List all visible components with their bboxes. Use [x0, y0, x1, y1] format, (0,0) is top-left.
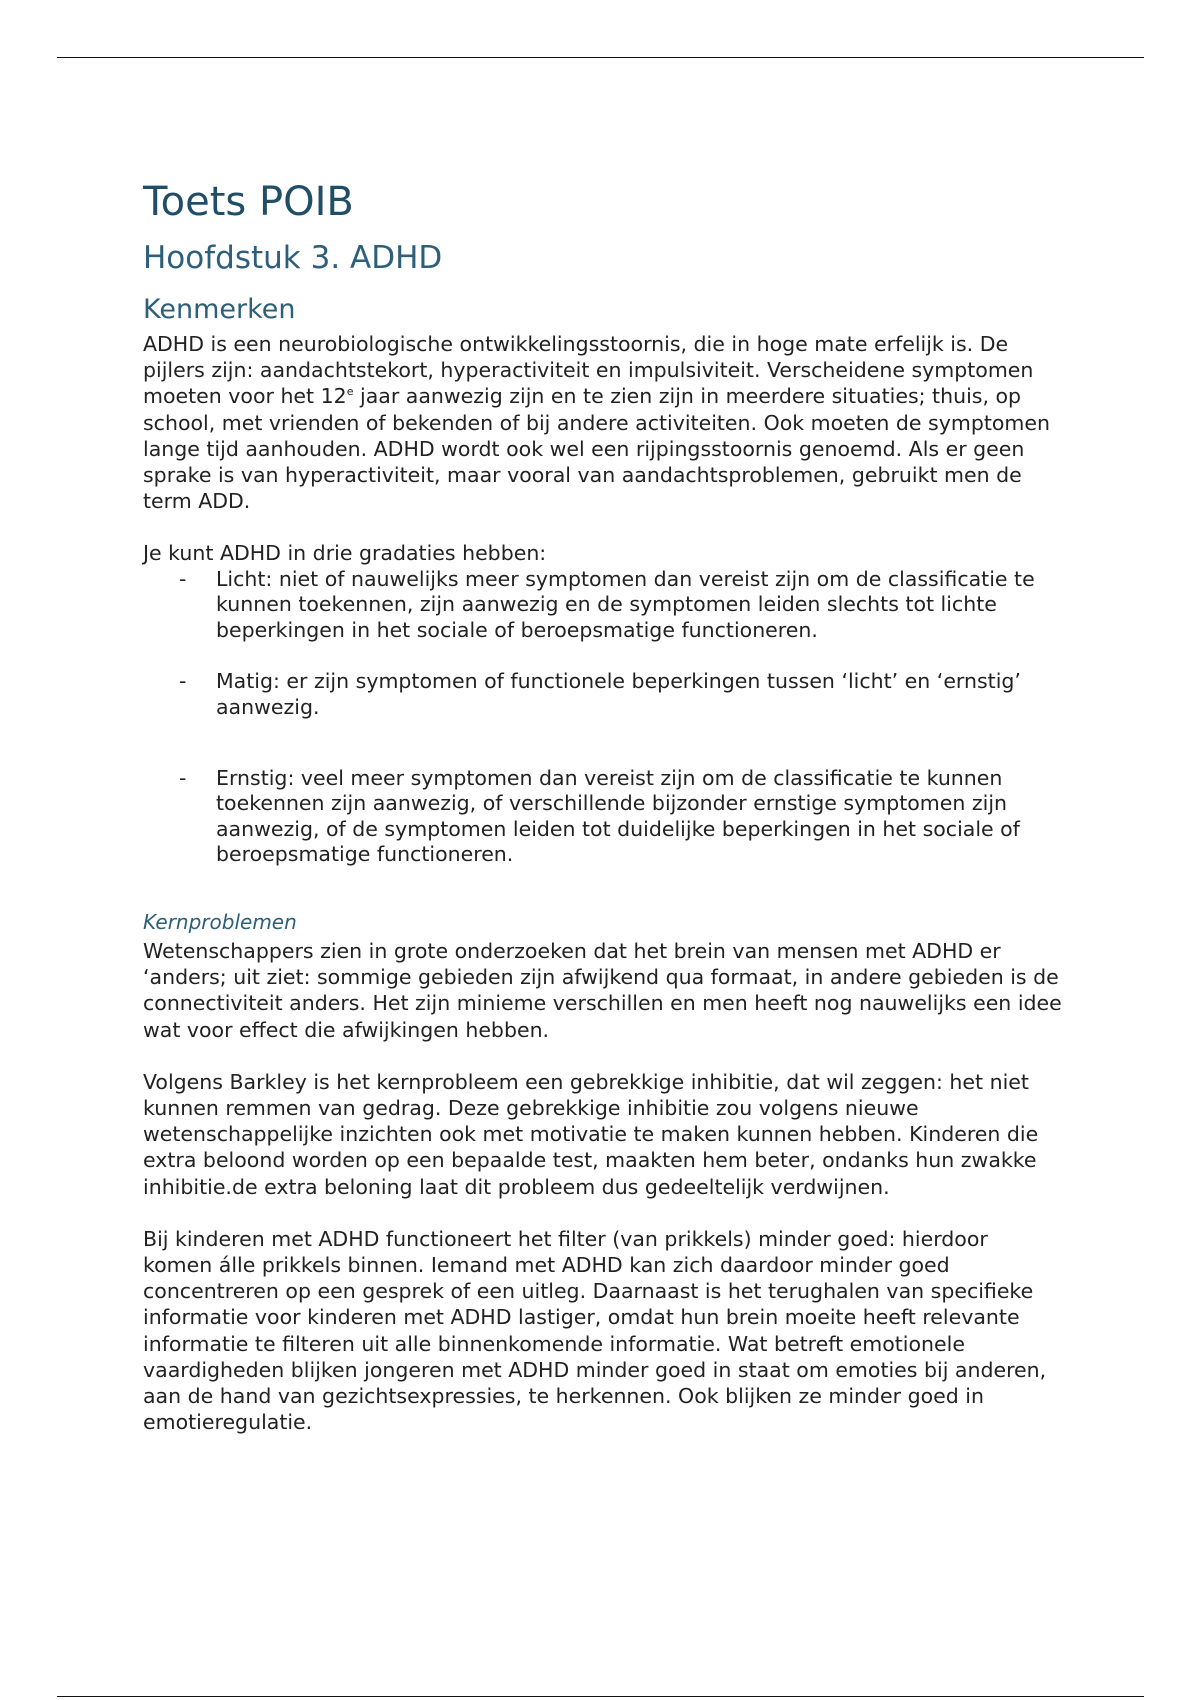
- header-rule: [57, 57, 1144, 58]
- intro-paragraph: [143, 331, 1063, 514]
- gradations-intro: Je kunt ADHD in drie gradaties hebben:: [143, 541, 547, 566]
- intro-text-before: ADHD is een neurobiologische ontwikkelingsstoornis, die in hoge mate erfelijk is. De pijlers zijn: aandachtstekort, hyperactiviteit en impulsiviteit. Verscheidene symptomen moeten voor het 12: [143, 332, 1034, 409]
- list-dash: -: [179, 765, 187, 790]
- document-title: Toets POIB: [143, 179, 354, 225]
- list-dash: -: [179, 669, 187, 694]
- section-heading: Kenmerken: [143, 294, 296, 325]
- footer-rule: [57, 1696, 1144, 1697]
- gradation-severe: Ernstig: veel meer symptomen dan vereist zijn om de classificatie te kunnen toekennen zijn aanwezig, of verschillende bijzonder ernstige symptomen zijn aanwezig, of de symptomen leiden tot duidelijke beperkingen in het sociale of beroepsmatige functioneren.: [216, 765, 1020, 867]
- list-item: [143, 766, 1063, 868]
- list-dash: -: [179, 566, 187, 591]
- subsection-heading: Kernproblemen: [143, 909, 297, 934]
- paragraph: Bij kinderen met ADHD functioneert het filter (van prikkels) minder goed: hierdoor komen álle prikkels binnen. Iemand met ADHD kan zich daardoor minder goed concentreren op een gesprek of een uitleg. Daarnaast is het terughalen van specifieke informatie voor kinderen met ADHD lastiger, omdat hun brein moeite heeft relevante informatie te filteren uit alle binnenkomende informatie. Wat betreft emotionele vaardigheden blijken jongeren met ADHD minder goed in staat om emoties bij anderen, aan de hand van gezichtsexpressies, te herkennen. Ook blijken ze minder goed in emotieregulatie.: [143, 1226, 1047, 1435]
- gradation-moderate: Matig: er zijn symptomen of functionele beperkingen tussen ‘licht’ en ‘ernstig’ aanwezig.: [216, 669, 1021, 719]
- paragraph: Wetenschappers zien in grote onderzoeken dat het brein van mensen met ADHD er ‘anders; uit ziet: sommige gebieden zijn afwijkend qua formaat, in andere gebieden is de connectiviteit anders. Het zijn minieme verschillen en men heeft nog nauwelijks een idee wat voor effect die afwijkingen hebben.: [143, 938, 1062, 1042]
- chapter-heading: Hoofdstuk 3. ADHD: [143, 240, 443, 276]
- list-item: [143, 567, 1063, 644]
- intro-text-after: jaar aanwezig zijn en te zien zijn in meerdere situaties; thuis, op school, met vrienden of bekenden of bij andere activiteiten. Ook moeten de symptomen lange tijd aanhouden. ADHD wordt ook wel een rijpingsstoornis genoemd. Als er geen sprake is van hyperactiviteit, maar vooral van aandachtsproblemen, gebruikt men de term ADD.: [143, 384, 1051, 514]
- gradations-list: [143, 567, 1063, 868]
- gradation-light: Licht: niet of nauwelijks meer symptomen dan vereist zijn om de classificatie te kunnen toekennen, zijn aanwezig en de symptomen leiden slechts tot lichte beperkingen in het sociale of beroepsmatige functioneren.: [216, 566, 1035, 642]
- superscript-ordinal: e: [346, 385, 354, 399]
- paragraph: Volgens Barkley is het kernprobleem een gebrekkige inhibitie, dat wil zeggen: het niet kunnen remmen van gedrag. Deze gebrekkige inhibitie zou volgens nieuwe wetenschappelijke inzichten ook met motivatie te maken kunnen hebben. Kinderen die extra beloond worden op een bepaalde test, maakten hem beter, ondanks hun zwakke inhibitie.de extra beloning laat dit probleem dus gedeeltelijk verdwijnen.: [143, 1069, 1039, 1199]
- list-item: [143, 669, 1063, 720]
- document-body: [143, 176, 1063, 1435]
